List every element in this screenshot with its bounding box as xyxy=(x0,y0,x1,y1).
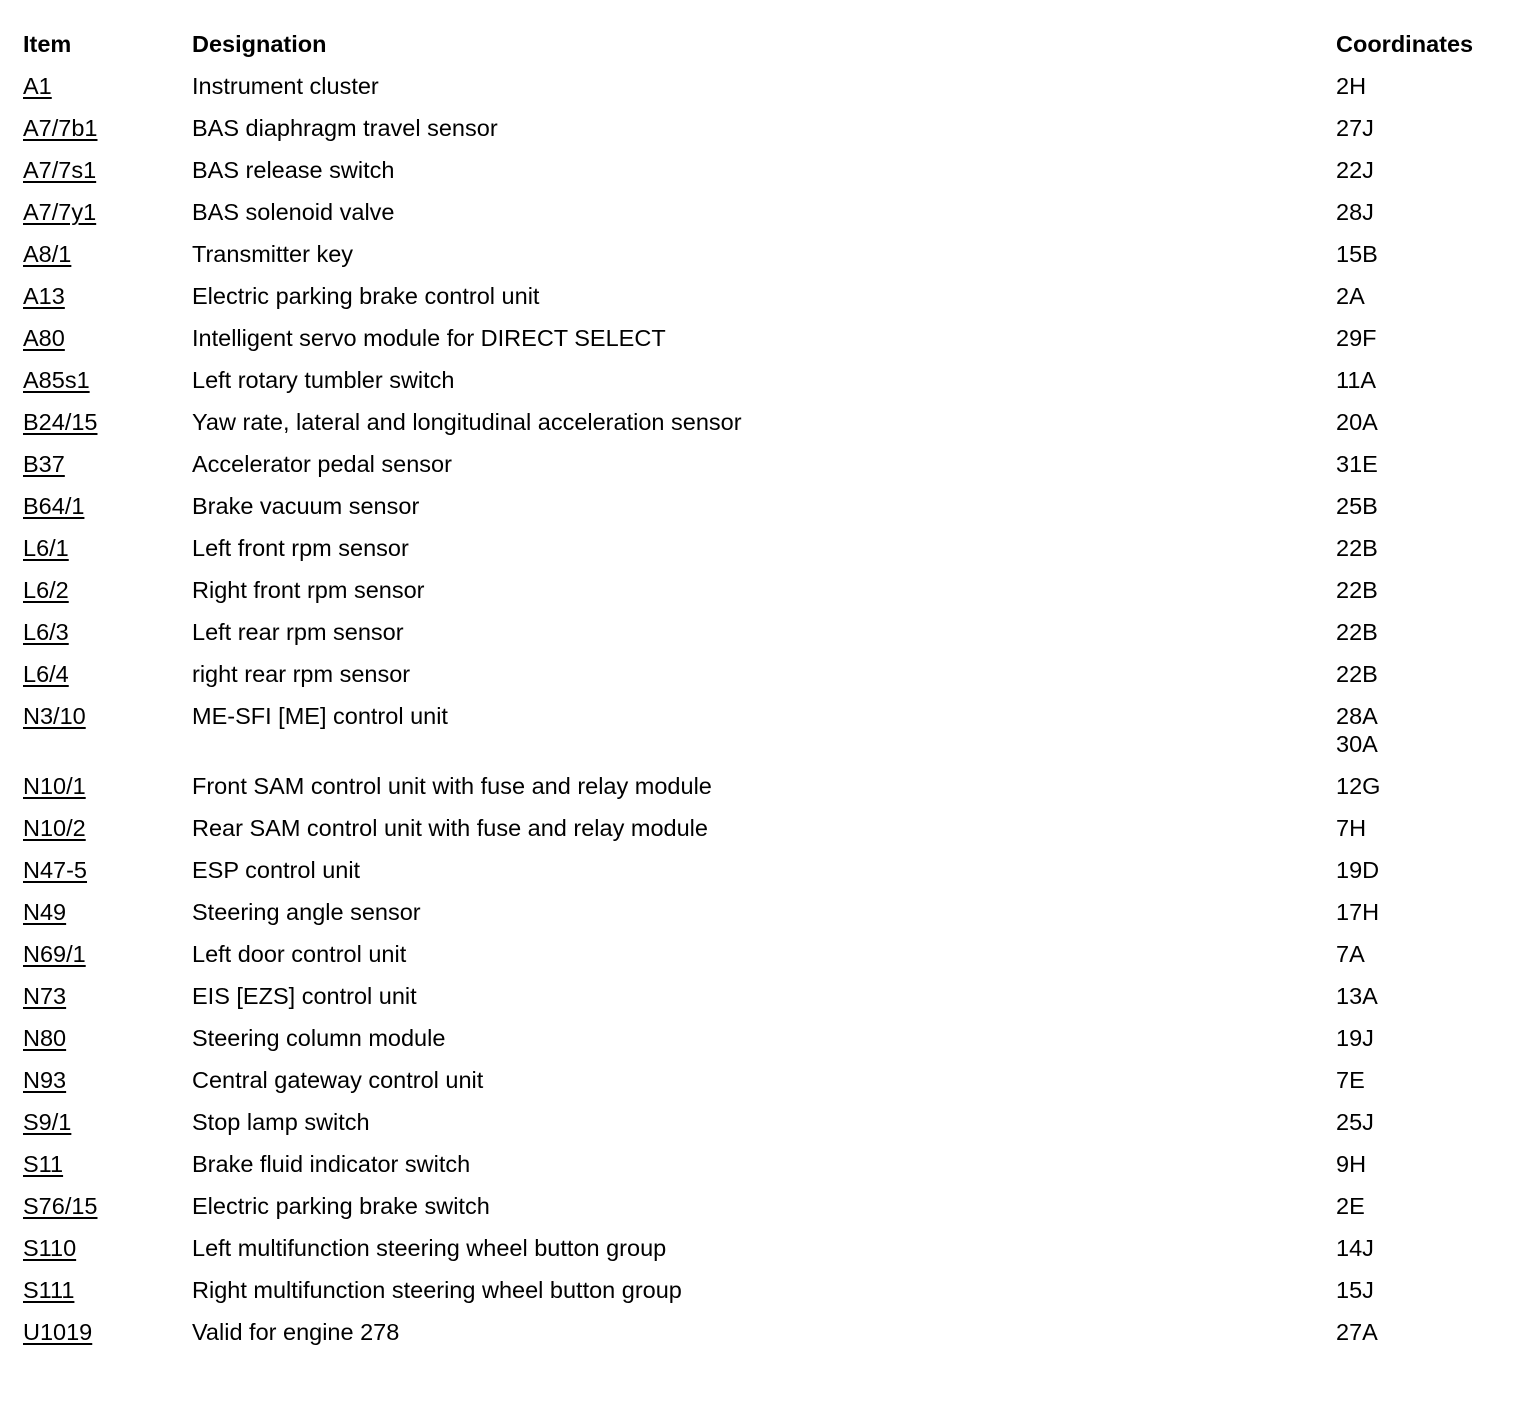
coordinates-cell xyxy=(1336,1234,1513,1262)
table-row xyxy=(23,1185,1513,1227)
coordinate-value: 14J xyxy=(1336,1235,1374,1261)
item-link[interactable]: A7/7s1 xyxy=(23,157,97,183)
designation-cell: Stop lamp switch xyxy=(192,1109,370,1135)
table-row xyxy=(23,975,1513,1017)
table-row xyxy=(23,359,1513,401)
coordinate-value: 31E xyxy=(1336,451,1378,477)
coordinates-cell xyxy=(1336,1276,1513,1304)
designation-cell: Valid for engine 278 xyxy=(192,1319,400,1345)
table-row xyxy=(23,807,1513,849)
item-cell xyxy=(23,1234,192,1262)
designation-cell: Brake fluid indicator switch xyxy=(192,1151,471,1177)
designation-cell: Steering column module xyxy=(192,1025,446,1051)
item-cell xyxy=(23,198,192,226)
item-link[interactable]: N80 xyxy=(23,1025,67,1051)
item-cell xyxy=(23,114,192,142)
table-row xyxy=(23,849,1513,891)
table-header-row xyxy=(23,27,1513,65)
header-item: Item xyxy=(23,31,72,57)
coordinates-cell xyxy=(1336,1192,1513,1220)
coordinates-cell xyxy=(1336,240,1513,268)
coordinate-value: 9H xyxy=(1336,1151,1367,1177)
designation-cell: Brake vacuum sensor xyxy=(192,493,420,519)
coordinate-value: 15B xyxy=(1336,241,1378,267)
item-cell xyxy=(23,1276,192,1304)
coordinate-value: 2E xyxy=(1336,1193,1365,1219)
coordinates-cell xyxy=(1336,1066,1513,1094)
item-link[interactable]: B37 xyxy=(23,451,65,477)
item-link[interactable]: L6/2 xyxy=(23,577,69,603)
item-link[interactable]: L6/4 xyxy=(23,661,69,687)
coordinates-cell xyxy=(1336,618,1513,646)
coordinate-value: 17H xyxy=(1336,899,1380,925)
coordinate-value: 27A xyxy=(1336,1319,1378,1345)
designation-cell: ESP control unit xyxy=(192,857,361,883)
coordinate-value: 13A xyxy=(1336,983,1378,1009)
item-link[interactable]: A1 xyxy=(23,73,52,99)
coordinates-cell xyxy=(1336,982,1513,1010)
component-legend-table xyxy=(23,27,1513,1353)
coordinate-value: 22B xyxy=(1336,535,1378,561)
coordinates-cell xyxy=(1336,492,1513,520)
coordinates-cell xyxy=(1336,408,1513,436)
table-row xyxy=(23,1143,1513,1185)
item-cell xyxy=(23,576,192,604)
item-link[interactable]: L6/3 xyxy=(23,619,69,645)
item-cell xyxy=(23,702,192,730)
coordinate-value: 2H xyxy=(1336,73,1367,99)
coordinate-value: 15J xyxy=(1336,1277,1374,1303)
coordinate-value: 7H xyxy=(1336,815,1367,841)
item-link[interactable]: B64/1 xyxy=(23,493,85,519)
designation-cell: BAS solenoid valve xyxy=(192,199,395,225)
coordinates-cell xyxy=(1336,940,1513,968)
coordinate-value: 12G xyxy=(1336,773,1381,799)
item-link[interactable]: A7/7b1 xyxy=(23,115,98,141)
table-row xyxy=(23,485,1513,527)
designation-cell: Electric parking brake control unit xyxy=(192,283,540,309)
item-link[interactable]: N3/10 xyxy=(23,703,86,729)
coordinate-value: 22B xyxy=(1336,577,1378,603)
designation-cell: Transmitter key xyxy=(192,241,354,267)
coordinates-cell xyxy=(1336,898,1513,926)
item-link[interactable]: S111 xyxy=(23,1277,75,1303)
item-link[interactable]: A13 xyxy=(23,283,65,309)
item-link[interactable]: B24/15 xyxy=(23,409,98,435)
table-row xyxy=(23,443,1513,485)
item-cell xyxy=(23,1066,192,1094)
table-row xyxy=(23,1101,1513,1143)
item-link[interactable]: N93 xyxy=(23,1067,67,1093)
coordinates-cell xyxy=(1336,282,1513,310)
designation-cell: Instrument cluster xyxy=(192,73,379,99)
table-row xyxy=(23,933,1513,975)
coordinate-value: 7E xyxy=(1336,1067,1365,1093)
table-row xyxy=(23,891,1513,933)
designation-cell: Intelligent servo module for DIRECT SELECT xyxy=(192,325,666,351)
item-cell xyxy=(23,772,192,800)
coordinates-cell xyxy=(1336,450,1513,478)
item-link[interactable]: N49 xyxy=(23,899,67,925)
item-link[interactable]: A80 xyxy=(23,325,65,351)
designation-cell: Left rotary tumbler switch xyxy=(192,367,455,393)
item-link[interactable]: N47-5 xyxy=(23,857,88,883)
item-cell xyxy=(23,156,192,184)
item-link[interactable]: A8/1 xyxy=(23,241,72,267)
coordinate-value: 22J xyxy=(1336,157,1374,183)
table-row xyxy=(23,611,1513,653)
item-link[interactable]: N69/1 xyxy=(23,941,86,967)
designation-cell: Electric parking brake switch xyxy=(192,1193,490,1219)
coordinate-value: 19J xyxy=(1336,1025,1374,1051)
item-cell xyxy=(23,1192,192,1220)
coordinate-value: 25B xyxy=(1336,493,1378,519)
coordinate-value: 28J xyxy=(1336,199,1374,225)
item-link[interactable]: S9/1 xyxy=(23,1109,72,1135)
designation-cell: right rear rpm sensor xyxy=(192,661,411,687)
item-cell xyxy=(23,982,192,1010)
coordinate-value: 28A xyxy=(1336,703,1378,729)
table-row xyxy=(23,1059,1513,1101)
item-cell xyxy=(23,814,192,842)
coordinates-cell xyxy=(1336,324,1513,352)
item-link[interactable]: S11 xyxy=(23,1151,64,1177)
item-cell xyxy=(23,856,192,884)
designation-cell: Left front rpm sensor xyxy=(192,535,409,561)
coordinates-cell xyxy=(1336,1150,1513,1178)
table-row xyxy=(23,275,1513,317)
designation-cell: Front SAM control unit with fuse and relay module xyxy=(192,773,712,799)
coordinate-value: 29F xyxy=(1336,325,1377,351)
table-row xyxy=(23,191,1513,233)
designation-cell: Rear SAM control unit with fuse and relay module xyxy=(192,815,708,841)
coordinates-cell xyxy=(1336,366,1513,394)
coordinates-cell xyxy=(1336,660,1513,688)
coordinate-value: 22B xyxy=(1336,661,1378,687)
item-cell xyxy=(23,240,192,268)
item-link[interactable]: S76/15 xyxy=(23,1193,98,1219)
designation-cell: Right multifunction steering wheel button group xyxy=(192,1277,682,1303)
item-cell xyxy=(23,366,192,394)
coordinates-cell xyxy=(1336,576,1513,604)
table-row xyxy=(23,569,1513,611)
item-cell xyxy=(23,72,192,100)
coordinates-cell xyxy=(1336,1024,1513,1052)
coordinates-cell xyxy=(1336,156,1513,184)
item-link[interactable]: N10/2 xyxy=(23,815,86,841)
designation-cell: Left multifunction steering wheel button group xyxy=(192,1235,667,1261)
coordinate-value: 20A xyxy=(1336,409,1378,435)
coordinates-cell xyxy=(1336,814,1513,842)
table-row xyxy=(23,653,1513,695)
table-row xyxy=(23,1227,1513,1269)
item-link[interactable]: L6/1 xyxy=(23,535,69,561)
item-link[interactable]: A7/7y1 xyxy=(23,199,97,225)
table-row xyxy=(23,317,1513,359)
item-cell xyxy=(23,1024,192,1052)
header-designation: Designation xyxy=(192,31,327,57)
table-row xyxy=(23,1269,1513,1311)
designation-cell: EIS [EZS] control unit xyxy=(192,983,417,1009)
item-link[interactable]: U1019 xyxy=(23,1319,93,1345)
item-cell xyxy=(23,1318,192,1346)
table-row xyxy=(23,107,1513,149)
item-cell xyxy=(23,898,192,926)
table-row xyxy=(23,1017,1513,1059)
table-row xyxy=(23,65,1513,107)
table-row xyxy=(23,527,1513,569)
coordinates-cell xyxy=(1336,702,1513,758)
designation-cell: BAS release switch xyxy=(192,157,395,183)
designation-cell: Right front rpm sensor xyxy=(192,577,425,603)
item-cell xyxy=(23,324,192,352)
table-row xyxy=(23,401,1513,443)
designation-cell: Left rear rpm sensor xyxy=(192,619,404,645)
designation-cell: Accelerator pedal sensor xyxy=(192,451,452,477)
item-link[interactable]: N73 xyxy=(23,983,67,1009)
table-row xyxy=(23,765,1513,807)
designation-cell: Yaw rate, lateral and longitudinal acceleration sensor xyxy=(192,409,742,435)
item-link[interactable]: S110 xyxy=(23,1235,77,1261)
coordinate-value: 22B xyxy=(1336,619,1378,645)
item-link[interactable]: A85s1 xyxy=(23,367,90,393)
item-cell xyxy=(23,940,192,968)
table-row xyxy=(23,1311,1513,1353)
table-row xyxy=(23,149,1513,191)
coordinates-cell xyxy=(1336,1318,1513,1346)
table-row xyxy=(23,233,1513,275)
coordinate-value: 19D xyxy=(1336,857,1380,883)
coordinate-value: 11A xyxy=(1336,367,1377,393)
item-cell xyxy=(23,618,192,646)
item-link[interactable]: N10/1 xyxy=(23,773,86,799)
coordinates-cell xyxy=(1336,534,1513,562)
coordinates-cell xyxy=(1336,1108,1513,1136)
table-row xyxy=(23,695,1513,765)
coordinate-value: 25J xyxy=(1336,1109,1374,1135)
item-cell xyxy=(23,450,192,478)
coordinate-value: 7A xyxy=(1336,941,1365,967)
item-cell xyxy=(23,492,192,520)
coordinates-cell xyxy=(1336,114,1513,142)
coordinate-value: 27J xyxy=(1336,115,1374,141)
coordinate-value: 30A xyxy=(1336,731,1378,757)
coordinate-value: 2A xyxy=(1336,283,1365,309)
coordinates-cell xyxy=(1336,856,1513,884)
item-cell xyxy=(23,1108,192,1136)
table-body xyxy=(23,65,1513,1353)
coordinates-cell xyxy=(1336,772,1513,800)
coordinates-cell xyxy=(1336,198,1513,226)
designation-cell: BAS diaphragm travel sensor xyxy=(192,115,498,141)
designation-cell: Left door control unit xyxy=(192,941,407,967)
item-cell xyxy=(23,1150,192,1178)
item-cell xyxy=(23,660,192,688)
item-cell xyxy=(23,534,192,562)
coordinates-cell xyxy=(1336,72,1513,100)
item-cell xyxy=(23,282,192,310)
item-cell xyxy=(23,408,192,436)
designation-cell: ME-SFI [ME] control unit xyxy=(192,703,448,729)
designation-cell: Central gateway control unit xyxy=(192,1067,484,1093)
header-coordinates: Coordinates xyxy=(1336,31,1474,57)
designation-cell: Steering angle sensor xyxy=(192,899,421,925)
